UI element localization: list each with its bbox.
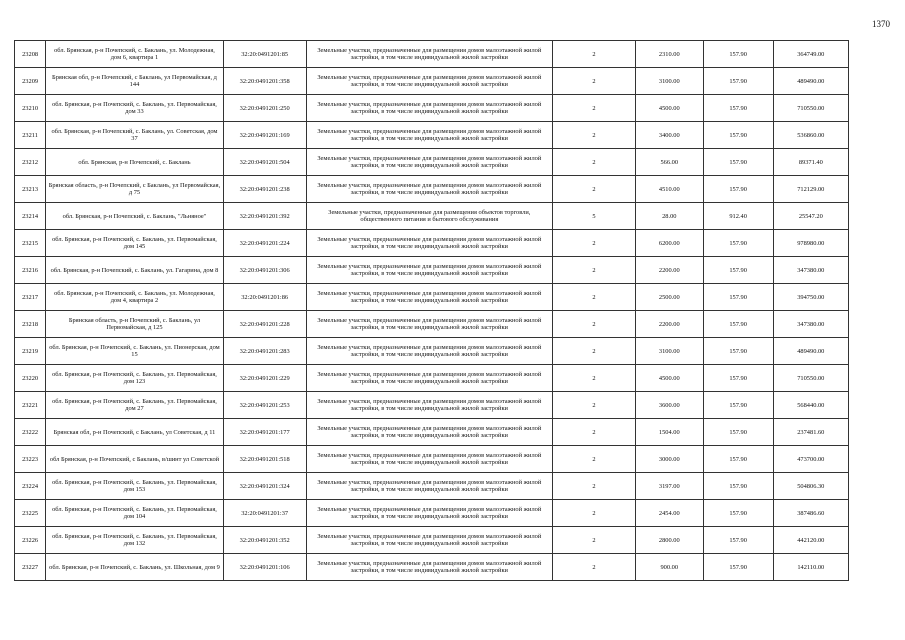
address-cell: обл. Брянская, р-н Почепский, с. Баклань, ул. Первомайская, дом 27 bbox=[46, 392, 224, 419]
specific-value-cell: 157.90 bbox=[703, 149, 773, 176]
address-cell: обл. Брянская, р-н Почепский, с. Баклань, ул. Первомайская, дом 123 bbox=[46, 365, 224, 392]
specific-value-cell: 157.90 bbox=[703, 527, 773, 554]
area-cell: 28.00 bbox=[635, 203, 703, 230]
row-number-cell: 23226 bbox=[15, 527, 46, 554]
row-number-cell: 23223 bbox=[15, 446, 46, 473]
row-number-cell: 23219 bbox=[15, 338, 46, 365]
cadastral-value-cell: 394750.00 bbox=[773, 284, 848, 311]
row-number-cell: 23215 bbox=[15, 230, 46, 257]
area-cell: 4510.00 bbox=[635, 176, 703, 203]
area-cell: 3600.00 bbox=[635, 392, 703, 419]
address-cell: обл. Брянская, р-н Почепский, с. Баклань, ул. Молодежная, дом 6, квартира 1 bbox=[46, 41, 224, 68]
row-number-cell: 23210 bbox=[15, 95, 46, 122]
row-number-cell: 23225 bbox=[15, 500, 46, 527]
area-cell: 3000.00 bbox=[635, 446, 703, 473]
table-row bbox=[15, 230, 849, 257]
area-cell: 566.00 bbox=[635, 149, 703, 176]
group-code-cell: 2 bbox=[553, 95, 636, 122]
row-number-cell: 23222 bbox=[15, 419, 46, 446]
specific-value-cell: 157.90 bbox=[703, 311, 773, 338]
address-cell: обл. Брянская, р-н Почепский, с. Баклань, ул. Первомайская, дом 104 bbox=[46, 500, 224, 527]
cadastral-number-cell: 32:20:0491201:518 bbox=[223, 446, 306, 473]
cadastral-value-cell: 710550.00 bbox=[773, 95, 848, 122]
address-cell: обл. Брянская, р-н Почепский, с. Баклань, ул. Первомайская, дом 145 bbox=[46, 230, 224, 257]
land-use-cell: Земельные участки, предназначенные для размещения домов малоэтажной жилой застройки, в том числе индивидуальной жилой застройки bbox=[306, 311, 552, 338]
table-row bbox=[15, 122, 849, 149]
table-row bbox=[15, 500, 849, 527]
area-cell: 3100.00 bbox=[635, 68, 703, 95]
row-number-cell: 23214 bbox=[15, 203, 46, 230]
address-cell: обл. Брянская, р-н Почепский, с. Баклань, ул. Первомайская, дом 33 bbox=[46, 95, 224, 122]
page-number: 1370 bbox=[872, 19, 890, 29]
cadastral-value-cell: 142110.00 bbox=[773, 554, 848, 581]
cadastral-number-cell: 32:20:0491201:229 bbox=[223, 365, 306, 392]
area-cell: 900.00 bbox=[635, 554, 703, 581]
address-cell: обл. Брянская, р-н Почепский, с. Баклань, ул. Пионерская, дом 15 bbox=[46, 338, 224, 365]
specific-value-cell: 157.90 bbox=[703, 68, 773, 95]
cadastral-number-cell: 32:20:0491201:86 bbox=[223, 284, 306, 311]
land-use-cell: Земельные участки, предназначенные для размещения домов малоэтажной жилой застройки, в том числе индивидуальной жилой застройки bbox=[306, 41, 552, 68]
table-row bbox=[15, 149, 849, 176]
address-cell: обл. Брянская, р-н Почепский, с. Баклань bbox=[46, 149, 224, 176]
area-cell: 2310.00 bbox=[635, 41, 703, 68]
specific-value-cell: 912.40 bbox=[703, 203, 773, 230]
group-code-cell: 2 bbox=[553, 311, 636, 338]
cadastral-number-cell: 32:20:0491201:253 bbox=[223, 392, 306, 419]
area-cell: 2200.00 bbox=[635, 257, 703, 284]
group-code-cell: 2 bbox=[553, 446, 636, 473]
cadastral-value-cell: 473700.00 bbox=[773, 446, 848, 473]
table-row bbox=[15, 446, 849, 473]
table-row bbox=[15, 257, 849, 284]
specific-value-cell: 157.90 bbox=[703, 500, 773, 527]
table-row bbox=[15, 365, 849, 392]
area-cell: 4500.00 bbox=[635, 365, 703, 392]
group-code-cell: 2 bbox=[553, 554, 636, 581]
cadastral-number-cell: 32:20:0491201:392 bbox=[223, 203, 306, 230]
land-use-cell: Земельные участки, предназначенные для размещения домов малоэтажной жилой застройки, в том числе индивидуальной жилой застройки bbox=[306, 95, 552, 122]
land-use-cell: Земельные участки, предназначенные для размещения домов малоэтажной жилой застройки, в том числе индивидуальной жилой застройки bbox=[306, 68, 552, 95]
row-number-cell: 23221 bbox=[15, 392, 46, 419]
address-cell: обл. Брянская, р-н Почепский, с. Баклань, ул. Первомайская, дом 132 bbox=[46, 527, 224, 554]
row-number-cell: 23224 bbox=[15, 473, 46, 500]
table-row bbox=[15, 392, 849, 419]
land-use-cell: Земельные участки, предназначенные для размещения домов малоэтажной жилой застройки, в том числе индивидуальной жилой застройки bbox=[306, 392, 552, 419]
table-row bbox=[15, 419, 849, 446]
cadastral-value-cell: 568440.00 bbox=[773, 392, 848, 419]
cadastral-number-cell: 32:20:0491201:85 bbox=[223, 41, 306, 68]
cadastral-number-cell: 32:20:0491201:228 bbox=[223, 311, 306, 338]
land-use-cell: Земельные участки, предназначенные для размещения домов малоэтажной жилой застройки, в том числе индивидуальной жилой застройки bbox=[306, 257, 552, 284]
specific-value-cell: 157.90 bbox=[703, 122, 773, 149]
table-row bbox=[15, 527, 849, 554]
table-row bbox=[15, 338, 849, 365]
row-number-cell: 23220 bbox=[15, 365, 46, 392]
land-registry-table bbox=[14, 40, 849, 581]
address-cell: Брянская область, р-н Почепский, с Баклань, ул Первомайская, д 75 bbox=[46, 176, 224, 203]
table-row bbox=[15, 95, 849, 122]
cadastral-number-cell: 32:20:0491201:358 bbox=[223, 68, 306, 95]
group-code-cell: 2 bbox=[553, 419, 636, 446]
land-use-cell: Земельные участки, предназначенные для размещения домов малоэтажной жилой застройки, в том числе индивидуальной жилой застройки bbox=[306, 500, 552, 527]
group-code-cell: 2 bbox=[553, 149, 636, 176]
specific-value-cell: 157.90 bbox=[703, 41, 773, 68]
area-cell: 4500.00 bbox=[635, 95, 703, 122]
area-cell: 1504.00 bbox=[635, 419, 703, 446]
specific-value-cell: 157.90 bbox=[703, 284, 773, 311]
land-use-cell: Земельные участки, предназначенные для размещения домов малоэтажной жилой застройки, в том числе индивидуальной жилой застройки bbox=[306, 473, 552, 500]
group-code-cell: 2 bbox=[553, 473, 636, 500]
land-use-cell: Земельные участки, предназначенные для размещения домов малоэтажной жилой застройки, в том числе индивидуальной жилой застройки bbox=[306, 176, 552, 203]
address-cell: обл. Брянская, р-н Почепский, с. Баклань, ул. Гагарина, дом 8 bbox=[46, 257, 224, 284]
cadastral-number-cell: 32:20:0491201:306 bbox=[223, 257, 306, 284]
cadastral-value-cell: 347380.00 bbox=[773, 257, 848, 284]
cadastral-value-cell: 89371.40 bbox=[773, 149, 848, 176]
cadastral-value-cell: 710550.00 bbox=[773, 365, 848, 392]
specific-value-cell: 157.90 bbox=[703, 338, 773, 365]
area-cell: 3400.00 bbox=[635, 122, 703, 149]
group-code-cell: 2 bbox=[553, 230, 636, 257]
table-row bbox=[15, 311, 849, 338]
cadastral-value-cell: 504806.30 bbox=[773, 473, 848, 500]
cadastral-number-cell: 32:20:0491201:224 bbox=[223, 230, 306, 257]
land-use-cell: Земельные участки, предназначенные для размещения домов малоэтажной жилой застройки, в том числе индивидуальной жилой застройки bbox=[306, 527, 552, 554]
table-row bbox=[15, 284, 849, 311]
cadastral-value-cell: 237481.60 bbox=[773, 419, 848, 446]
cadastral-value-cell: 489490.00 bbox=[773, 68, 848, 95]
cadastral-value-cell: 347380.00 bbox=[773, 311, 848, 338]
row-number-cell: 23208 bbox=[15, 41, 46, 68]
cadastral-value-cell: 536860.00 bbox=[773, 122, 848, 149]
cadastral-number-cell: 32:20:0491201:504 bbox=[223, 149, 306, 176]
land-use-cell: Земельные участки, предназначенные для размещения домов малоэтажной жилой застройки, в том числе индивидуальной жилой застройки bbox=[306, 149, 552, 176]
cadastral-number-cell: 32:20:0491201:352 bbox=[223, 527, 306, 554]
cadastral-number-cell: 32:20:0491201:250 bbox=[223, 95, 306, 122]
row-number-cell: 23209 bbox=[15, 68, 46, 95]
land-use-cell: Земельные участки, предназначенные для размещения домов малоэтажной жилой застройки, в том числе индивидуальной жилой застройки bbox=[306, 446, 552, 473]
cadastral-number-cell: 32:20:0491201:37 bbox=[223, 500, 306, 527]
specific-value-cell: 157.90 bbox=[703, 95, 773, 122]
row-number-cell: 23227 bbox=[15, 554, 46, 581]
group-code-cell: 2 bbox=[553, 284, 636, 311]
table-row bbox=[15, 176, 849, 203]
cadastral-number-cell: 32:20:0491201:238 bbox=[223, 176, 306, 203]
land-use-cell: Земельные участки, предназначенные для размещения домов малоэтажной жилой застройки, в том числе индивидуальной жилой застройки bbox=[306, 365, 552, 392]
cadastral-number-cell: 32:20:0491201:177 bbox=[223, 419, 306, 446]
row-number-cell: 23212 bbox=[15, 149, 46, 176]
address-cell: обл. Брянская, р-н Почепский, с. Баклань, ул. Советская, дом 37 bbox=[46, 122, 224, 149]
group-code-cell: 2 bbox=[553, 176, 636, 203]
group-code-cell: 2 bbox=[553, 338, 636, 365]
specific-value-cell: 157.90 bbox=[703, 176, 773, 203]
table-row bbox=[15, 473, 849, 500]
row-number-cell: 23216 bbox=[15, 257, 46, 284]
row-number-cell: 23217 bbox=[15, 284, 46, 311]
land-use-cell: Земельные участки, предназначенные для размещения объектов торговли, общественного питания и бытового обслуживания bbox=[306, 203, 552, 230]
group-code-cell: 2 bbox=[553, 122, 636, 149]
area-cell: 2454.00 bbox=[635, 500, 703, 527]
land-use-cell: Земельные участки, предназначенные для размещения домов малоэтажной жилой застройки, в том числе индивидуальной жилой застройки bbox=[306, 122, 552, 149]
group-code-cell: 2 bbox=[553, 68, 636, 95]
address-cell: обл. Брянская, р-н Почепский, с. Баклань, ул. Первомайская, дом 153 bbox=[46, 473, 224, 500]
address-cell: Брянская обл, р-н Почепский, с Баклань, ул Первомайская, д 144 bbox=[46, 68, 224, 95]
area-cell: 2500.00 bbox=[635, 284, 703, 311]
cadastral-value-cell: 364749.00 bbox=[773, 41, 848, 68]
specific-value-cell: 157.90 bbox=[703, 365, 773, 392]
area-cell: 2200.00 bbox=[635, 311, 703, 338]
group-code-cell: 2 bbox=[553, 527, 636, 554]
cadastral-value-cell: 978980.00 bbox=[773, 230, 848, 257]
specific-value-cell: 157.90 bbox=[703, 473, 773, 500]
specific-value-cell: 157.90 bbox=[703, 419, 773, 446]
cadastral-value-cell: 25547.20 bbox=[773, 203, 848, 230]
cadastral-number-cell: 32:20:0491201:324 bbox=[223, 473, 306, 500]
specific-value-cell: 157.90 bbox=[703, 392, 773, 419]
specific-value-cell: 157.90 bbox=[703, 257, 773, 284]
address-cell: обл Брянская, р-н Почепский, с Баклань, в/шинт ул Советской bbox=[46, 446, 224, 473]
area-cell: 3100.00 bbox=[635, 338, 703, 365]
specific-value-cell: 157.90 bbox=[703, 554, 773, 581]
table-row bbox=[15, 41, 849, 68]
group-code-cell: 2 bbox=[553, 41, 636, 68]
specific-value-cell: 157.90 bbox=[703, 446, 773, 473]
table-row bbox=[15, 68, 849, 95]
cadastral-value-cell: 442120.00 bbox=[773, 527, 848, 554]
address-cell: обл. Брянская, р-н Почепский, с. Баклань, ул. Школьная, дом 9 bbox=[46, 554, 224, 581]
row-number-cell: 23211 bbox=[15, 122, 46, 149]
group-code-cell: 2 bbox=[553, 365, 636, 392]
group-code-cell: 2 bbox=[553, 392, 636, 419]
land-use-cell: Земельные участки, предназначенные для размещения домов малоэтажной жилой застройки, в том числе индивидуальной жилой застройки bbox=[306, 554, 552, 581]
group-code-cell: 2 bbox=[553, 257, 636, 284]
land-use-cell: Земельные участки, предназначенные для размещения домов малоэтажной жилой застройки, в том числе индивидуальной жилой застройки bbox=[306, 284, 552, 311]
land-use-cell: Земельные участки, предназначенные для размещения домов малоэтажной жилой застройки, в том числе индивидуальной жилой застройки bbox=[306, 419, 552, 446]
row-number-cell: 23213 bbox=[15, 176, 46, 203]
address-cell: обл. Брянская, р-н Почепский, с. Баклань, "Льняное" bbox=[46, 203, 224, 230]
address-cell: обл. Брянская, р-н Почепский, с. Баклань, ул. Молодежная, дом 4, квартира 2 bbox=[46, 284, 224, 311]
row-number-cell: 23218 bbox=[15, 311, 46, 338]
table-row bbox=[15, 203, 849, 230]
table-row bbox=[15, 554, 849, 581]
group-code-cell: 2 bbox=[553, 500, 636, 527]
cadastral-value-cell: 489490.00 bbox=[773, 338, 848, 365]
cadastral-value-cell: 387486.60 bbox=[773, 500, 848, 527]
cadastral-number-cell: 32:20:0491201:106 bbox=[223, 554, 306, 581]
cadastral-number-cell: 32:20:0491201:283 bbox=[223, 338, 306, 365]
group-code-cell: 5 bbox=[553, 203, 636, 230]
land-use-cell: Земельные участки, предназначенные для размещения домов малоэтажной жилой застройки, в том числе индивидуальной жилой застройки bbox=[306, 230, 552, 257]
land-use-cell: Земельные участки, предназначенные для размещения домов малоэтажной жилой застройки, в том числе индивидуальной жилой застройки bbox=[306, 338, 552, 365]
area-cell: 2800.00 bbox=[635, 527, 703, 554]
table-body bbox=[15, 41, 849, 581]
address-cell: Брянская область, р-н Почепский, с. Баклань, ул Первомайская, д 125 bbox=[46, 311, 224, 338]
cadastral-value-cell: 712129.00 bbox=[773, 176, 848, 203]
address-cell: Брянская обл, р-н Почепский, с Баклань, ул Советская, д 11 bbox=[46, 419, 224, 446]
cadastral-number-cell: 32:20:0491201:169 bbox=[223, 122, 306, 149]
area-cell: 3197.00 bbox=[635, 473, 703, 500]
specific-value-cell: 157.90 bbox=[703, 230, 773, 257]
area-cell: 6200.00 bbox=[635, 230, 703, 257]
